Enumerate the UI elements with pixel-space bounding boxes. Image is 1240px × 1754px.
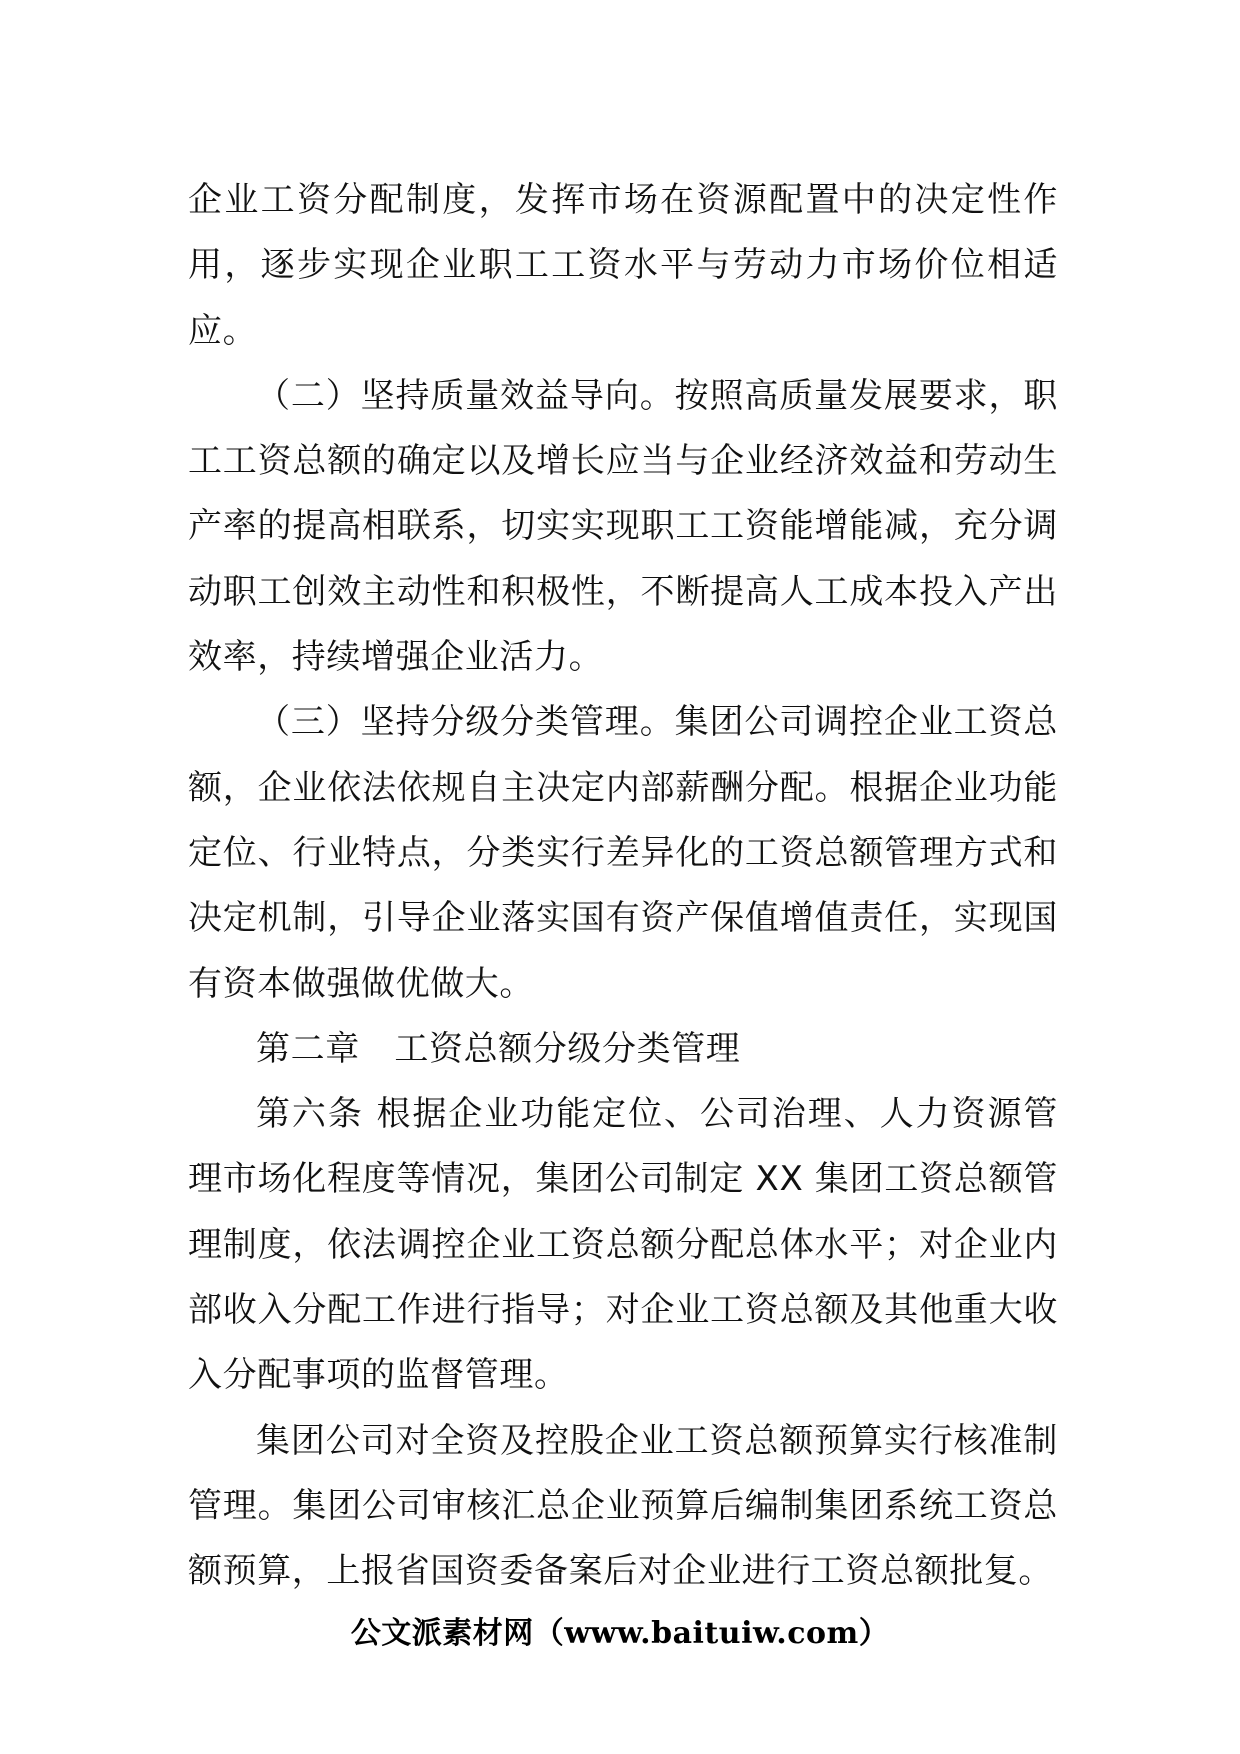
watermark-footer: 公文派素材网（www.baituiw.com） <box>350 1616 890 1651</box>
paragraph-budget-approval: 集团公司对全资及控股企业工资总额预算实行核准制管理。集团公司审核汇总企业预算后编制集团系统工资总额预算，上报省国资委备案后对企业进行工资总额批复。 <box>188 1420 1058 1592</box>
document-body <box>188 168 1058 1605</box>
article-six: 第六条 根据企业功能定位、公司治理、人力资源管理市场化程度等情况，集团公司制定 XX 集团工资总额管理制度，依法调控企业工资总额分配总体水平；对企业内部收入分配工作进行指导；对企业工资总额及其他重大收入分配事项的监督管理。 <box>188 1094 1058 1396</box>
paragraph-tiered-management: （三）坚持分级分类管理。集团公司调控企业工资总额，企业依法依规自主决定内部薪酬分配。根据企业功能定位、行业特点，分类实行差异化的工资总额管理方式和决定机制，引导企业落实国有资产保值增值责任，实现国有资本做强做优做大。 <box>188 702 1058 1004</box>
paragraph-quality-benefit: （二）坚持质量效益导向。按照高质量发展要求，职工工资总额的确定以及增长应当与企业经济效益和劳动生产率的提高相联系，切实实现职工工资能增能减，充分调动职工创效主动性和积极性，不断提高人工成本投入产出效率，持续增强企业活力。 <box>188 375 1058 678</box>
chapter-heading: 第二章 工资总额分级分类管理 <box>256 1028 741 1069</box>
paragraph-continuation: 企业工资分配制度，发挥市场在资源配置中的决定性作用，逐步实现企业职工工资水平与劳动力市场价位相适应。 <box>188 180 1058 351</box>
